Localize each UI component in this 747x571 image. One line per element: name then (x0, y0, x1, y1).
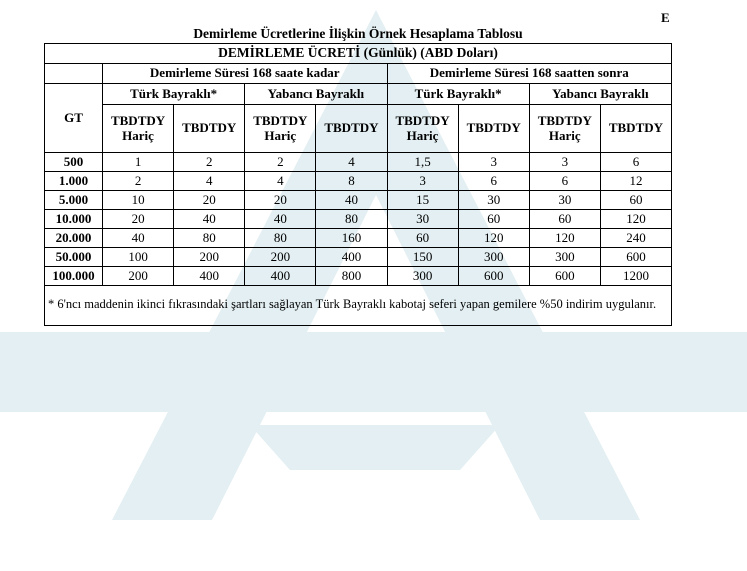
table-row (45, 229, 672, 248)
value-cell: 600 (458, 267, 529, 286)
value-cell: 300 (387, 267, 458, 286)
value-cell: 80 (245, 229, 316, 248)
value-cell: 20 (174, 191, 245, 210)
gt-cell: 50.000 (45, 248, 103, 267)
sub-header: TBDTDY (458, 105, 529, 153)
value-cell: 6 (458, 172, 529, 191)
gt-cell: 1.000 (45, 172, 103, 191)
value-cell: 800 (316, 267, 387, 286)
value-cell: 6 (529, 172, 600, 191)
table-row (45, 172, 672, 191)
value-cell: 240 (600, 229, 671, 248)
value-cell: 2 (174, 153, 245, 172)
value-cell: 300 (529, 248, 600, 267)
value-cell: 30 (387, 210, 458, 229)
value-cell: 120 (458, 229, 529, 248)
value-cell: 6 (600, 153, 671, 172)
value-cell: 40 (103, 229, 174, 248)
value-cell: 20 (103, 210, 174, 229)
value-cell: 60 (529, 210, 600, 229)
sub-header: TBDTDY (174, 105, 245, 153)
gt-header: GT (45, 84, 103, 153)
value-cell: 10 (103, 191, 174, 210)
value-cell: 600 (529, 267, 600, 286)
value-cell: 4 (245, 172, 316, 191)
value-cell: 200 (174, 248, 245, 267)
empty-header-cell (45, 64, 103, 84)
value-cell: 60 (600, 191, 671, 210)
table-flag-header-row (45, 84, 672, 105)
flag-header-turkish-2: Türk Bayraklı* (387, 84, 529, 105)
value-cell: 2 (103, 172, 174, 191)
table-row (45, 191, 672, 210)
document-title: Demirleme Ücretlerine İlişkin Örnek Hesaplama Tablosu (193, 26, 523, 41)
table-row (45, 267, 672, 286)
value-cell: 80 (174, 229, 245, 248)
sub-header: TBDTDY Hariç (387, 105, 458, 153)
value-cell: 4 (174, 172, 245, 191)
value-cell: 400 (174, 267, 245, 286)
value-cell: 400 (245, 267, 316, 286)
value-cell: 4 (316, 153, 387, 172)
value-cell: 2 (245, 153, 316, 172)
value-cell: 30 (529, 191, 600, 210)
sub-header: TBDTDY (316, 105, 387, 153)
value-cell: 400 (316, 248, 387, 267)
sub-header: TBDTDY (600, 105, 671, 153)
value-cell: 12 (600, 172, 671, 191)
period-header-up-to-168h: Demirleme Süresi 168 saate kadar (103, 64, 388, 84)
table-row (45, 153, 672, 172)
value-cell: 200 (245, 248, 316, 267)
value-cell: 40 (316, 191, 387, 210)
table-row (45, 248, 672, 267)
sub-header: TBDTDY Hariç (245, 105, 316, 153)
value-cell: 120 (529, 229, 600, 248)
flag-header-turkish-1: Türk Bayraklı* (103, 84, 245, 105)
value-cell: 40 (245, 210, 316, 229)
value-cell: 200 (103, 267, 174, 286)
gt-cell: 5.000 (45, 191, 103, 210)
value-cell: 3 (458, 153, 529, 172)
value-cell: 80 (316, 210, 387, 229)
value-cell: 600 (600, 248, 671, 267)
table-main-header: DEMİRLEME ÜCRETİ (Günlük) (ABD Doları) (45, 44, 672, 64)
value-cell: 40 (174, 210, 245, 229)
value-cell: 30 (458, 191, 529, 210)
value-cell: 1200 (600, 267, 671, 286)
value-cell: 15 (387, 191, 458, 210)
value-cell: 60 (387, 229, 458, 248)
value-cell: 20 (245, 191, 316, 210)
gt-cell: 10.000 (45, 210, 103, 229)
table-footnote: * 6'ncı maddenin ikinci fıkrasındaki şartları sağlayan Türk Bayraklı kabotaj seferi yapan gemilere %50 indirim uygulanır. (45, 286, 672, 326)
value-cell: 120 (600, 210, 671, 229)
table-main-header-row (45, 44, 672, 64)
period-header-after-168h: Demirleme Süresi 168 saatten sonra (387, 64, 672, 84)
corner-letter: E (661, 10, 670, 25)
value-cell: 60 (458, 210, 529, 229)
value-cell: 3 (387, 172, 458, 191)
value-cell: 3 (529, 153, 600, 172)
sub-header: TBDTDY Hariç (529, 105, 600, 153)
value-cell: 160 (316, 229, 387, 248)
value-cell: 100 (103, 248, 174, 267)
flag-header-foreign-1: Yabancı Bayraklı (245, 84, 387, 105)
mooring-fee-table (44, 43, 672, 326)
value-cell: 8 (316, 172, 387, 191)
value-cell: 1,5 (387, 153, 458, 172)
table-footnote-row (45, 286, 672, 326)
value-cell: 150 (387, 248, 458, 267)
gt-cell: 500 (45, 153, 103, 172)
flag-header-foreign-2: Yabancı Bayraklı (529, 84, 671, 105)
table-period-header-row (45, 64, 672, 84)
table-row (45, 210, 672, 229)
value-cell: 300 (458, 248, 529, 267)
gt-cell: 100.000 (45, 267, 103, 286)
gt-cell: 20.000 (45, 229, 103, 248)
sub-header: TBDTDY Hariç (103, 105, 174, 153)
table-sub-header-row (45, 105, 672, 153)
value-cell: 1 (103, 153, 174, 172)
